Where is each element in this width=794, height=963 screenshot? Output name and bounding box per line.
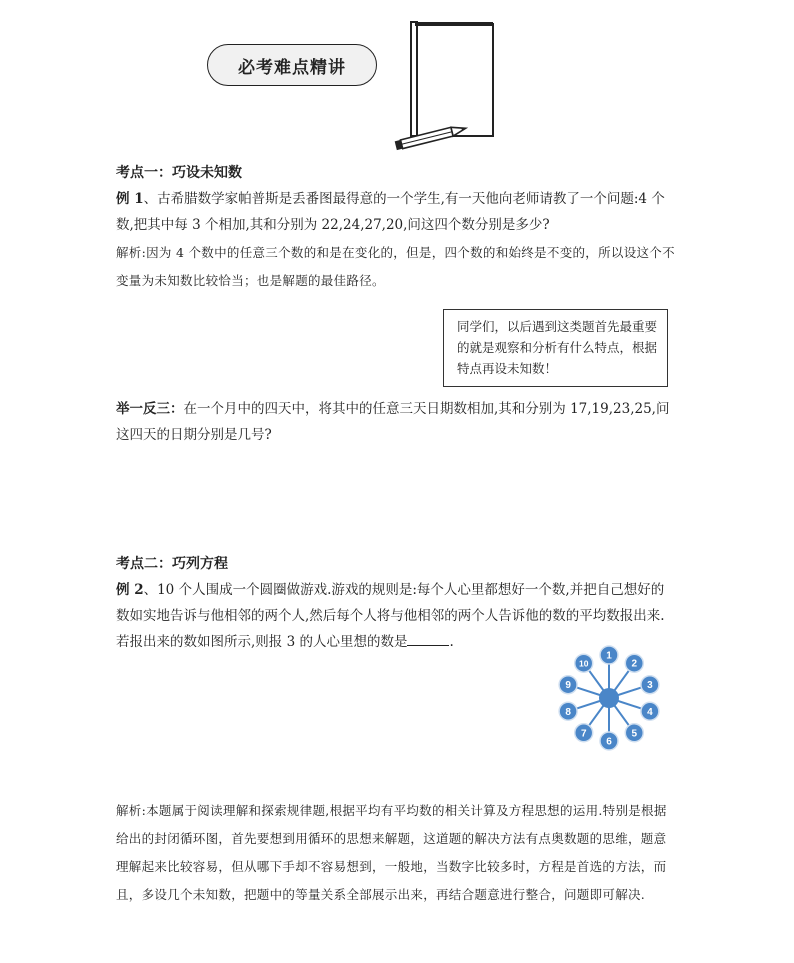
- wheel-node: [625, 724, 643, 742]
- notebook-pencil-icon: [393, 18, 505, 152]
- wheel-node: [600, 646, 618, 664]
- wheel-node-label: 5: [631, 728, 638, 740]
- wheel-node-label: 10: [578, 658, 589, 669]
- example1-text: 、古希腊数学家帕普斯是丢番图最得意的一个学生,有一天他向老师请教了一个问题:4 个数,把其中每 3 个相加,其和分别为 22,24,27,20,问这四个数分别是多少?: [116, 191, 665, 233]
- wheel-hub: [599, 688, 619, 708]
- practice1-label: 举一反三：: [116, 401, 184, 417]
- example2-text: 、10 个人围成一个圆圈做游戏.游戏的规则是:每个人心里都想好一个数,并把自己想好的数如实地告诉与他相邻的两个人,然后每个人将与他相邻的两个人告诉他的数的平均数报出来.若报出来的数如图所示,则报 3 的人心里想的数是: [116, 582, 665, 650]
- practice1: [116, 396, 676, 448]
- section2-analysis: 解析:本题属于阅读理解和探索规律题,根据平均有平均数的相关计算及方程思想的运用.特别是根据给出的封闭循环图，首先要想到用循环的思想来解题，这道题的解决方法有点奥数题的思维，题意理解起来比较容易，但从哪下手却不容易想到，一般地，当数字比较多时，方程是首选的方法，而且，多设几个未知数，把题中的等量关系全部展示出来，再结合题意进行整合，问题即可解决.: [116, 803, 667, 902]
- number-wheel-diagram: [550, 642, 668, 760]
- wheel-node-label: 6: [606, 736, 612, 748]
- wheel-node-label: 4: [647, 706, 653, 718]
- wheel-node: [641, 676, 659, 694]
- section1-heading: 考点一：巧设未知数: [116, 165, 242, 181]
- wheel-node-label: 7: [580, 728, 587, 740]
- wheel-node-label: 1: [606, 650, 612, 662]
- tip-text: 同学们，以后遇到这类题首先最重要的就是观察和分析有什么特点，根据特点再设未知数！: [457, 319, 658, 376]
- wheel-node: [575, 724, 593, 742]
- wheel-node-label: 2: [631, 658, 638, 670]
- wheel-node: [559, 702, 577, 720]
- section-title-badge: [207, 44, 377, 86]
- section2-heading: 考点二：巧列方程: [116, 556, 228, 572]
- wheel-node-label: 3: [647, 680, 653, 692]
- example1-label: 例 1: [116, 191, 144, 207]
- practice1-text: 在一个月中的四天中，将其中的任意三天日期数相加,其和分别为 17,19,23,25,问这四天的日期分别是几号?: [116, 401, 670, 443]
- wheel-node: [575, 654, 593, 672]
- wheel-node: [625, 654, 643, 672]
- example1: [116, 186, 676, 238]
- example2-text-end: .: [449, 634, 454, 650]
- tip-box: [443, 309, 668, 387]
- example2-label: 例 2: [116, 582, 144, 598]
- section-title: 必考难点精讲: [238, 57, 346, 78]
- wheel-node-label: 8: [565, 706, 571, 718]
- wheel-node-label: 9: [565, 680, 571, 692]
- answer-blank[interactable]: [407, 633, 449, 646]
- wheel-node: [559, 676, 577, 694]
- section1-analysis: 解析:因为 4 个数中的任意三个数的和是在变化的，但是，四个数的和始终是不变的，所以设这个不变量为未知数比较恰当；也是解题的最佳路径。: [116, 245, 675, 288]
- wheel-node: [641, 702, 659, 720]
- wheel-node: [600, 732, 618, 750]
